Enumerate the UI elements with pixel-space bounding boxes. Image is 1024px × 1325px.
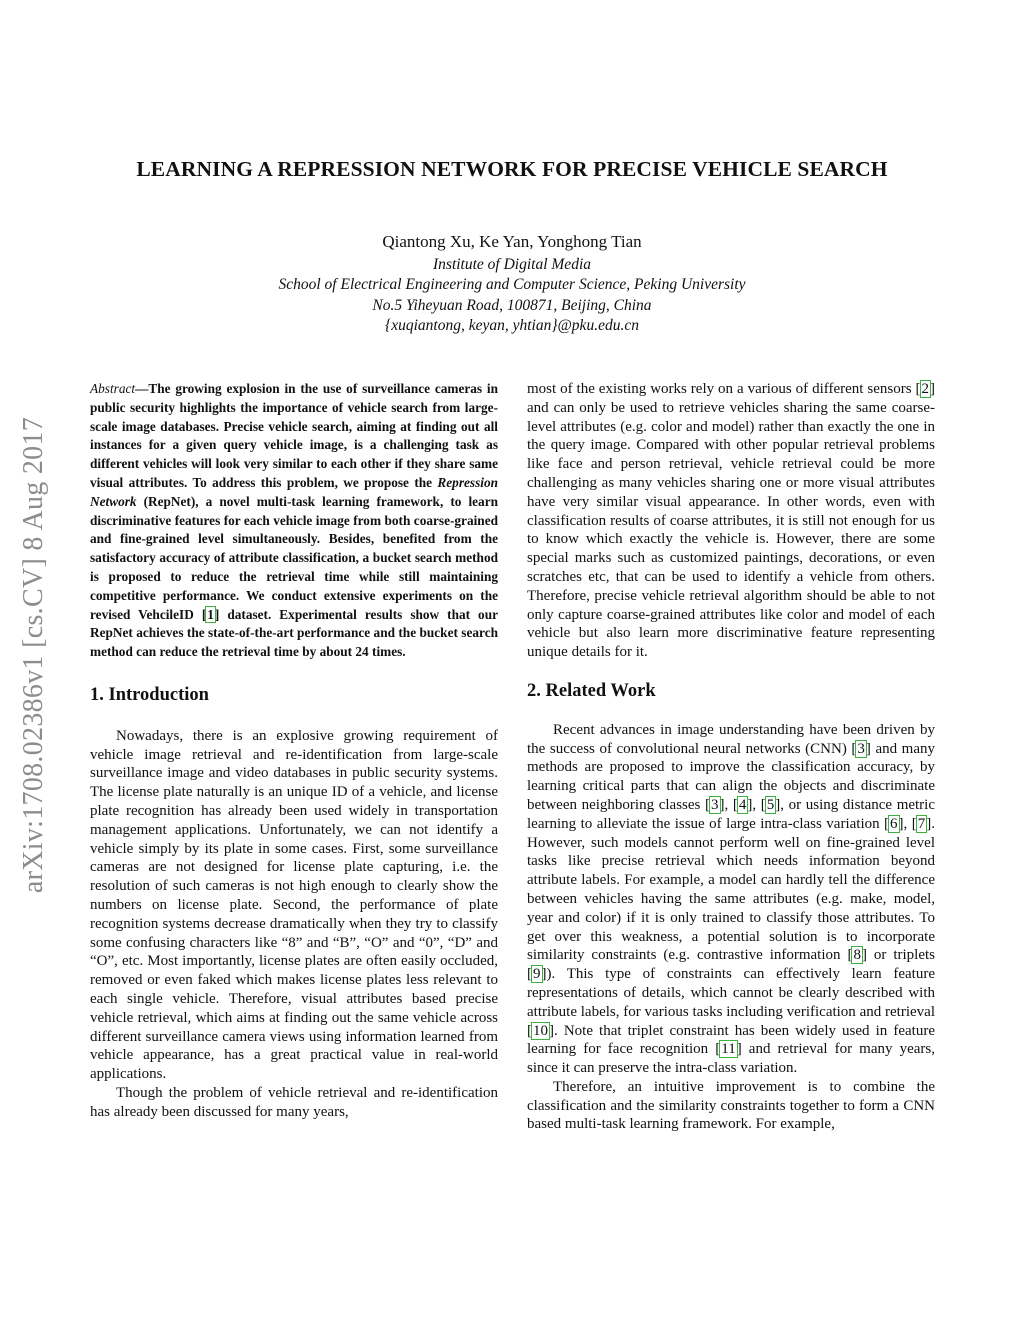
affiliation-institute: Institute of Digital Media — [433, 255, 591, 273]
intro-continuation-a: most of the existing works rely on a various of different sensors — [527, 381, 916, 397]
left-column — [90, 380, 498, 1121]
intro-continuation-b: and can only be used to retrieve vehicles sharing the same coarse-level attributes (e.g. color and model) rather than exactly the one in the query image. Compared with other popular retrieval problems like face and person retrieval, vehicle retrieval could be more challenging as many vehicles sharing one or more visual attributes have very similar visual appearance. In other words, even with classification results of coarse attributes, it is still not enough for us to know which exactly the vehicle is. However, there are some special marks such as customized paintings, decorations, or even scratches etc, that can be used to identify a vehicle from others. Therefore, precise vehicle retrieval algorithm should be able to not only capture coarse-grained attributes like color and model of each vehicle but also learn more discriminative feature representing unique details for it. — [527, 399, 935, 661]
related-text: , or using distance metric learning to alleviate the issue of large intra-class variation — [527, 796, 936, 832]
related-text: Recent advances in image understanding have been driven by the success of convolutional neural networks (CNN) — [527, 721, 935, 757]
abstract: Abstract—The growing explosion in the use of surveillance cameras in public security highlights the importance of vehicle search from large-scale image databases. Precise vehicle search, aiming at finding out all instances for a given query vehicle image, is a challenging task as different vehicles will look very similar to each other if they share same visual attributes. To address this problem, we propose the Repression Network (RepNet), a novel multi-task learning framework, to learn discriminative features for each vehicle image from both coarse-grained and fine-grained level simultaneously. Besides, benefited from the satisfactory accuracy of attribute classification, a bucket search method is proposed to reduce the retrieval time while still maintaining competitive performance. We conduct extensive experiments on the revised VehcileID [1] dataset. Experimental results show that our RepNet achieves the state-of-the-art performance and the bucket search method can reduce the retrieval time by about 24 times. — [90, 381, 499, 660]
affiliation-address: No.5 Yiheyuan Road, 100871, Beijing, China — [372, 296, 652, 314]
citation-link[interactable]: 10 — [533, 1022, 548, 1039]
intro-paragraph-2: Though the problem of vehicle retrieval and re-identification has already been discussed for many years, — [90, 1084, 498, 1120]
related-text: or triplets — [866, 947, 936, 964]
related-text: and retrieval for many years, since it can preserve the intra-class variation. — [527, 1041, 935, 1077]
abstract-emphasis: Repression Network — [90, 474, 498, 509]
citation-link[interactable]: 9 — [533, 966, 541, 983]
abstract-text-1: The growing explosion in the use of surveillance cameras in public security highlights the importance of vehicle search from large-scale image databases. Precise vehicle search, aiming at finding out all instances for a given query vehicle image, is a challenging task as different vehicles will look very similar to each other if they share same visual attributes. To address this problem, we propose the — [90, 381, 498, 490]
related-text: ). This type of constraints can effectively learn feature representations of details, which cannot be clearly described with attribute labels, for various tasks including verification and retrieval — [527, 966, 935, 1020]
citation-link[interactable]: 8 — [853, 947, 861, 964]
citation-link[interactable]: 3 — [711, 796, 719, 813]
related-text: , — [724, 796, 733, 813]
author-names: Qiantong Xu, Ke Yan, Yonghong Tian — [382, 232, 642, 251]
related-paragraph-1: Recent advances in image understanding have been driven by the success of convolutional neural networks (CNN) [3] and many methods are proposed to improve the classification accuracy, by learning critical parts that can align the objects and discriminate between neighboring classes [3], [4], [5], or using distance metric learning to alleviate the issue of large intra-class variation [6], [7]. However, such models cannot perform well on fine-grained level tasks like precise retrieval which needs information beyond attribute labels. For example, a model can hardly tell the difference between vehicles having the same attributes (e.g. make, model, year and color) if it is only trained to classify those attributes. To get over this weakness, a potential solution is to incorporate similarity constraints (e.g. contrastive information [8] or triplets [9]). This type of constraints can effectively learn feature representations of details, which cannot be clearly described with attribute labels, for various tasks including verification and retrieval [10]. Note that triplet constraint has been widely used in feature learning for face recognition [11] and retrieval for many years, since it can preserve the intra-class variation. — [527, 721, 936, 1077]
citation-link[interactable]: 3 — [857, 740, 865, 757]
arxiv-identifier — [10, 355, 58, 955]
abstract-label: Abstract — [90, 381, 136, 396]
related-text: , — [903, 815, 912, 832]
citation-link[interactable]: 5 — [766, 796, 775, 813]
citation-link[interactable]: 2 — [921, 381, 929, 397]
citation-link[interactable]: 11 — [721, 1041, 736, 1058]
arxiv-identifier-text: arXiv:1708.02386v1 [cs.CV] 8 Aug 2017 — [18, 416, 49, 894]
right-column — [527, 380, 935, 1134]
author-block — [160, 232, 864, 337]
abstract-text-2: (RepNet), a novel multi-task learning framework, to learn discriminative features for each vehicle image from both coarse-grained and fine-grained level simultaneously. Besides, benefited from the satisfactory accuracy of attribute classification, a bucket search method is proposed to reduce the retrieval time while still maintaining competitive performance. We conduct extensive experiments on the revised VehcileID — [90, 493, 498, 622]
citation-link[interactable]: 7 — [917, 815, 926, 832]
intro-continuation: most of the existing works rely on a various of different sensors [2] and can only be used to retrieve vehicles sharing the same coarse-level attributes (e.g. color and model) rather than exactly the one in the query image. Compared with other popular retrieval problems like face and person retrieval, vehicle retrieval could be more challenging as many vehicles sharing one or more visual attributes have very similar visual appearance. In other words, even with classification results of coarse attributes, it is still not enough for us to know which exactly the vehicle is. However, there are some special marks such as customized paintings, decorations, or even scratches etc, that can be used to identify a vehicle from others. Therefore, precise vehicle retrieval algorithm should be able to not only capture coarse-grained attributes like color and model of each vehicle but also learn more discriminative feature representing unique details for it. — [527, 381, 935, 661]
section-heading-related-work: 2. Related Work — [527, 680, 656, 701]
intro-paragraph-1: Nowadays, there is an explosive growing requirement of vehicle image retrieval and re-identification from large-scale surveillance image and video databases in public security systems. The license plate naturally is an unique ID of a vehicle, and license plate recognition has already been used widely in transportation management applications. Unfortunately, we can not identify a vehicle simply by its plate in some cases. First, some surveillance cameras are not designed for license plate capturing, i.e. the resolution of such cameras is not high enough to clearly show the numbers on license plate. Second, the performance of plate recognition systems decrease dramatically when they try to classify some confusing characters like “8” and “B”, “O” and “0”, “D” and “O”, etc. Most importantly, license plates are often easily occluded, removed or even faked which makes license plates less relevant to each single vehicle. Therefore, visual attributes based precise vehicle retrieval, which aims at finding out the same vehicle across different surveillance camera views using information learned from vehicle appearance, has a great practical value in real-world applications. — [90, 727, 498, 1083]
paper-title: LEARNING A REPRESSION NETWORK FOR PRECISE VEHICLE SEARCH — [136, 157, 888, 181]
related-text: and many methods are proposed to improve the classification accuracy, by learning critical parts that can align the objects and discriminate between neighboring classes — [527, 740, 936, 813]
abstract-text-3: dataset. Experimental results show that our RepNet achieves the state-of-the-art performance and the bucket search method can reduce the retrieval time by about 24 times. — [90, 606, 499, 660]
related-text: . However, such models cannot perform well on fine-grained level tasks like precise retrieval which needs information beyond attribute labels. For example, a model can hardly tell the difference between vehicles having the same attributes (e.g. make, model, year and color) if it is only trained to classify those attributes. To get over this weakness, a potential solution is to incorporate similarity constraints (e.g. contrastive information — [527, 815, 935, 964]
author-emails: {xuqiantong, keyan, yhtian}@pku.edu.cn — [385, 317, 639, 334]
citation-link[interactable]: 6 — [890, 815, 898, 832]
related-text: , — [752, 796, 761, 813]
related-text: . Note that triplet constraint has been widely used in feature learning for face recognition — [527, 1022, 935, 1058]
citation-link[interactable]: 4 — [738, 796, 747, 813]
section-heading-introduction: 1. Introduction — [90, 684, 209, 705]
citation-link[interactable]: 1 — [207, 606, 214, 622]
affiliation-school: School of Electrical Engineering and Computer Science, Peking University — [278, 276, 746, 293]
related-paragraph-2: Therefore, an intuitive improvement is to combine the classification and the similarity constraints together to form a CNN based multi-task learning framework. For example, — [527, 1078, 935, 1133]
